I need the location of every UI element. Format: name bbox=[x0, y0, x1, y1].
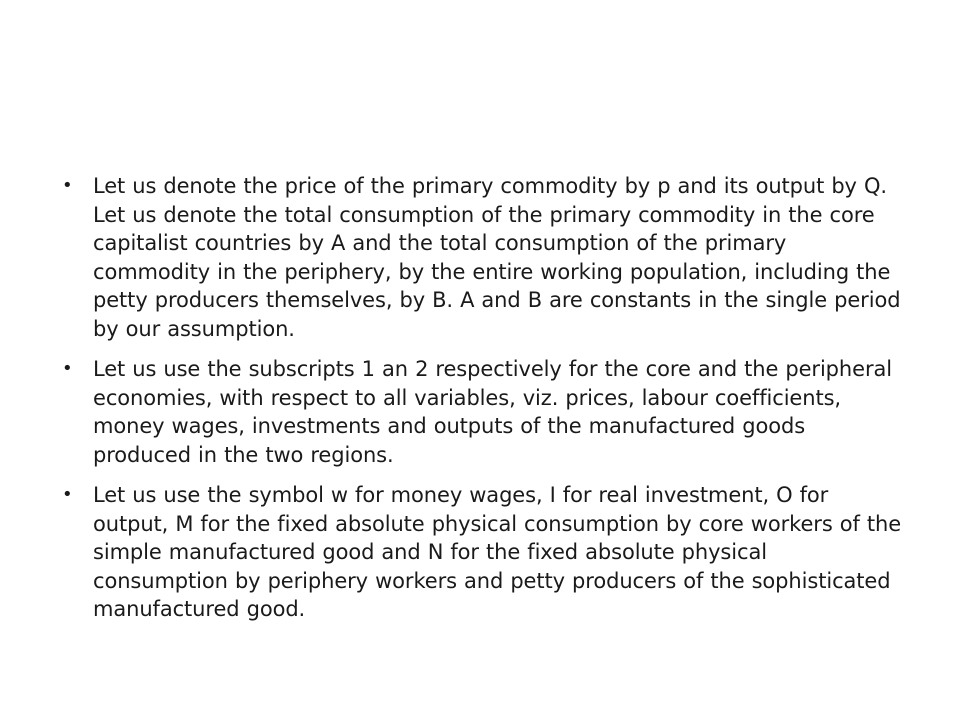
bullet-icon: • bbox=[62, 484, 73, 505]
bullet-icon: • bbox=[62, 358, 73, 379]
bullet-icon: • bbox=[62, 175, 73, 196]
bullet-item bbox=[62, 172, 902, 343]
bullet-text: Let us use the subscripts 1 an 2 respectively for the core and the peripheral economies, with respect to all variables, viz. prices, labour coefficients, money wages, investments and outputs of the manufactured goods produced in the two regions. bbox=[93, 357, 892, 467]
bullet-item bbox=[62, 481, 902, 624]
bullet-item bbox=[62, 355, 902, 469]
bullet-list bbox=[62, 172, 902, 636]
bullet-text: Let us denote the price of the primary commodity by p and its output by Q. Let us denote the total consumption of the primary commodity in the core capitalist countries by A and the total consumption of the primary commodity in the periphery, by the entire working population, including the petty producers themselves, by B. A and B are constants in the single period by our assumption. bbox=[93, 174, 901, 341]
bullet-text: Let us use the symbol w for money wages, I for real investment, O for output, M for the fixed absolute physical consumption by core workers of the simple manufactured good and N for the fixed absolute physical consumption by periphery workers and petty producers of the sophisticated manufactured good. bbox=[93, 483, 902, 621]
